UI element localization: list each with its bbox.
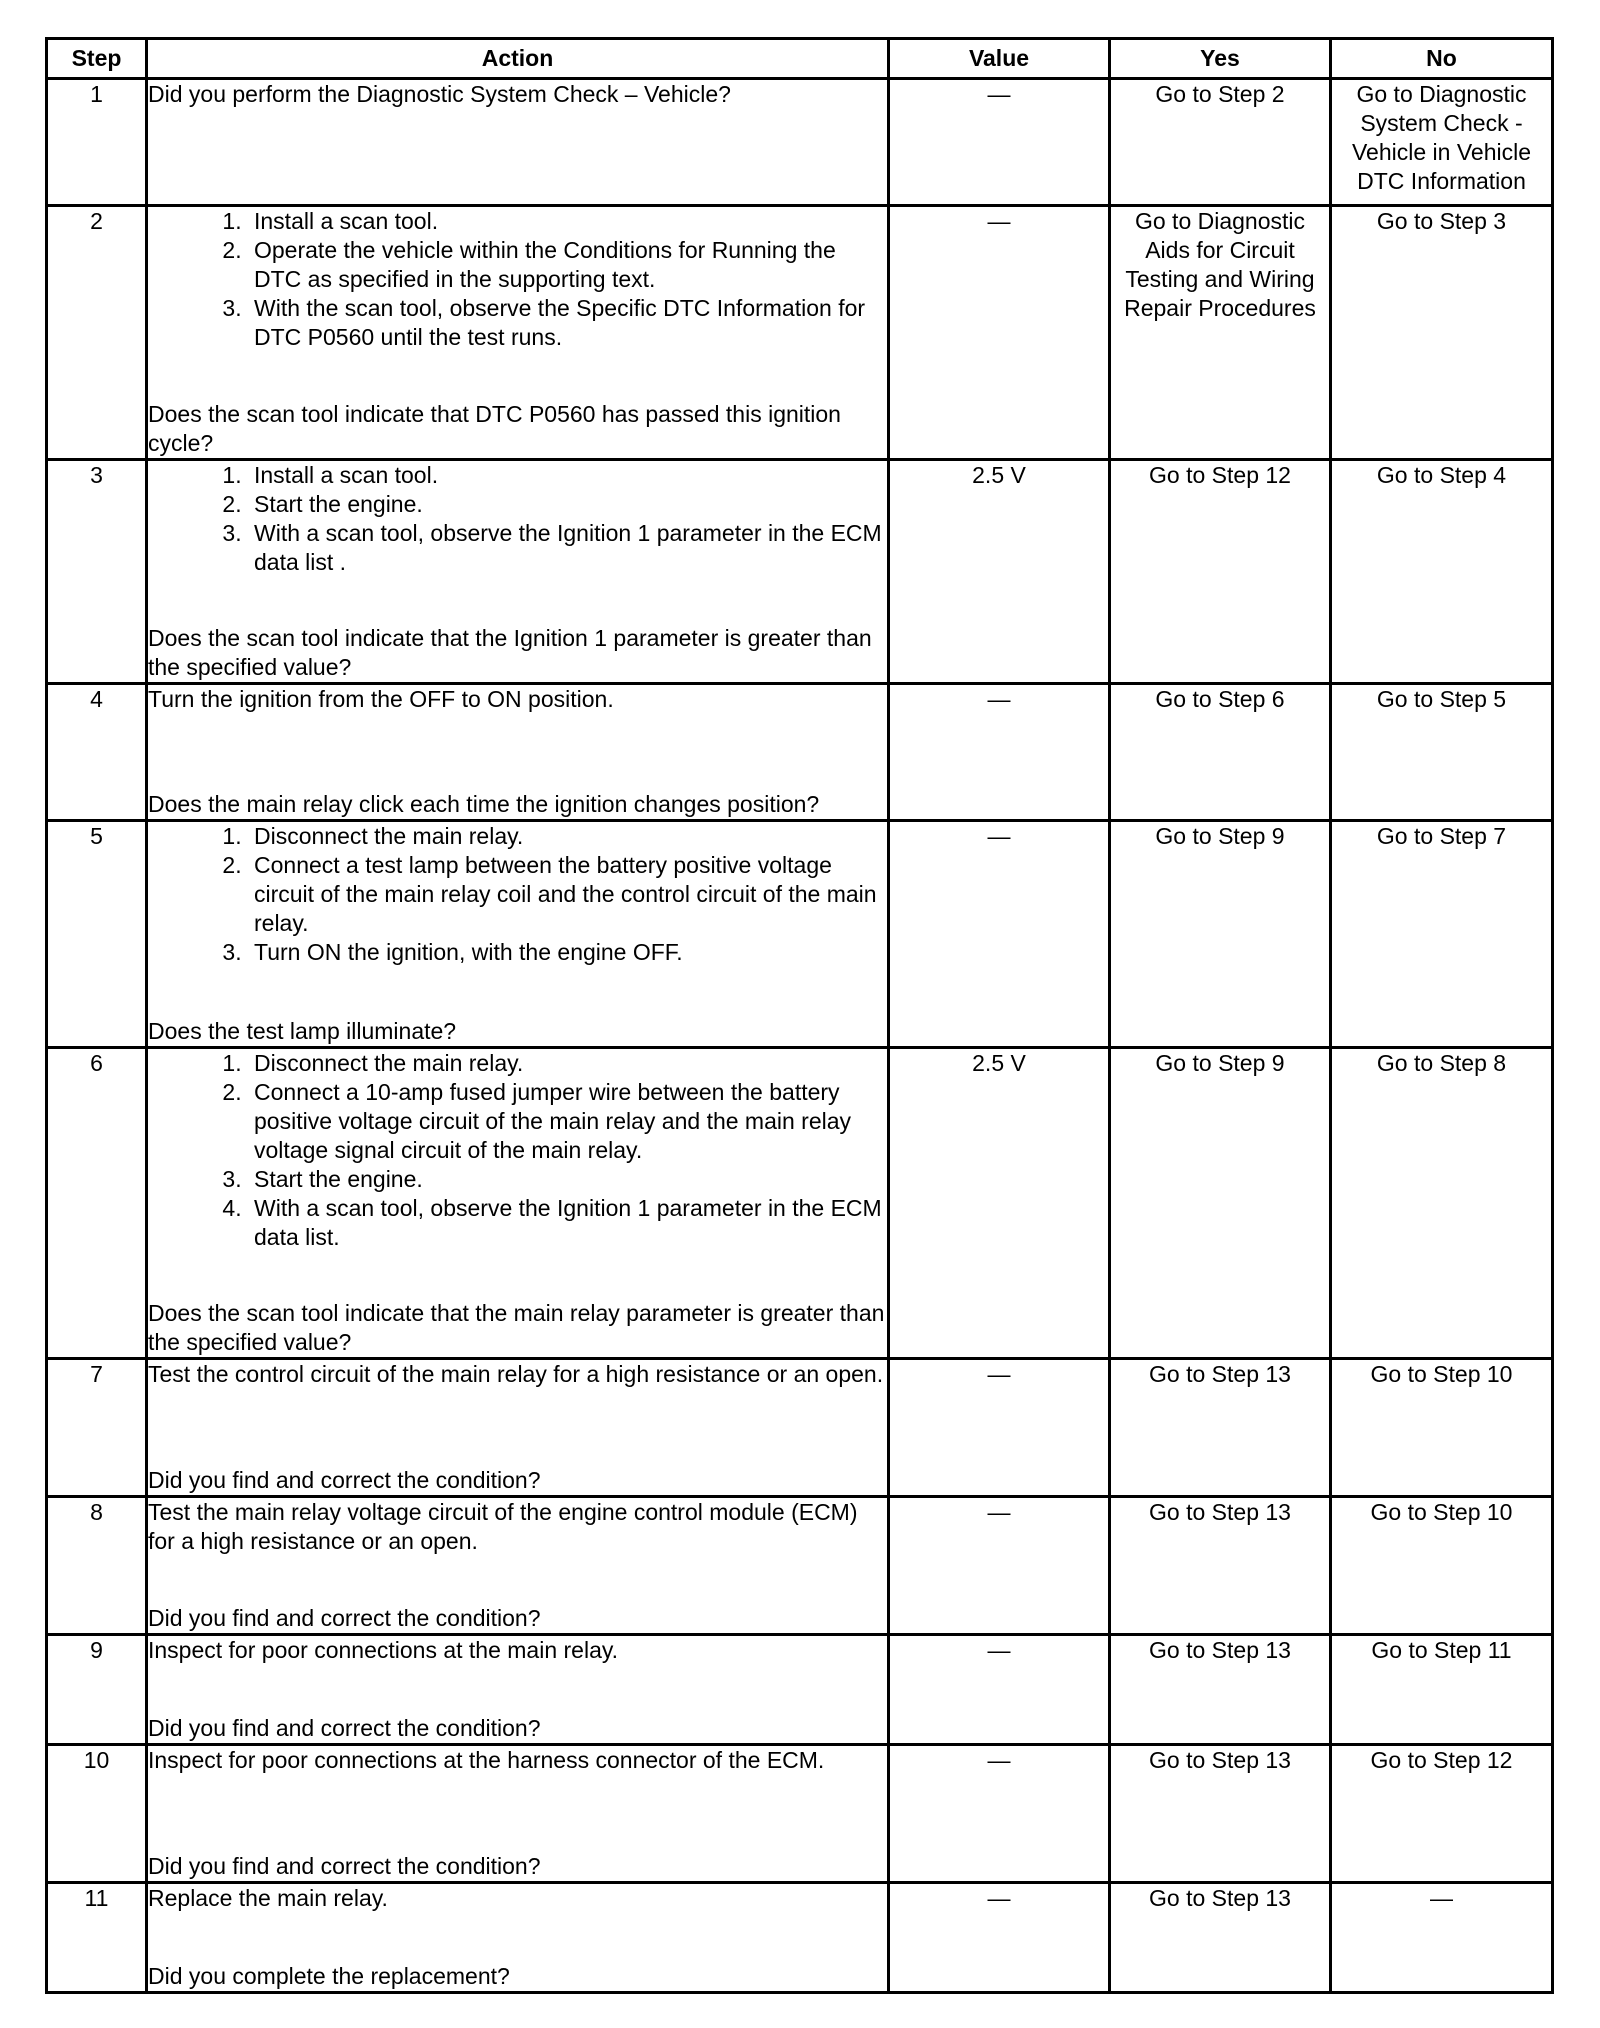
- action-step: 1. Install a scan tool.: [248, 207, 887, 236]
- action-step: 2. Start the engine.: [248, 490, 887, 519]
- yes-result: Go to Step 12: [1149, 462, 1291, 488]
- action-question: Did you find and correct the condition?: [148, 1715, 541, 1741]
- header-step: Step: [47, 39, 147, 79]
- table-row: [47, 1048, 1553, 1359]
- header-yes: Yes: [1110, 39, 1331, 79]
- no-result: —: [1430, 1885, 1453, 1911]
- step-number: 2: [47, 206, 147, 460]
- step-number: 4: [47, 684, 147, 821]
- value-cell: —: [889, 1883, 1110, 1993]
- action-instruction: Inspect for poor connections at the main relay.: [148, 1637, 619, 1663]
- action-question: Does the scan tool indicate that DTC P0560 has passed this ignition cycle?: [148, 401, 841, 456]
- action-cell: [147, 1883, 889, 1993]
- step-number: 10: [47, 1745, 147, 1883]
- value-cell: —: [889, 79, 1110, 206]
- action-cell: [147, 79, 889, 206]
- no-result: Go to Step 4: [1376, 462, 1507, 488]
- action-question: Did you find and correct the condition?: [148, 1467, 541, 1493]
- yes-cell: [1110, 684, 1331, 821]
- no-cell: [1331, 1883, 1553, 1993]
- yes-result: Go to Step 13: [1149, 1885, 1291, 1911]
- action-step: 2. Operate the vehicle within the Conditions for Running the DTC as specified in the supporting text.: [248, 236, 887, 294]
- action-question: Does the main relay click each time the ignition changes position?: [148, 791, 820, 817]
- header-row: [47, 39, 1553, 79]
- table-row: [47, 821, 1553, 1048]
- action-cell: [147, 1497, 889, 1635]
- action-question: Did you complete the replacement?: [148, 1963, 510, 1989]
- action-instruction: Replace the main relay.: [148, 1885, 388, 1911]
- action-cell: [147, 1048, 889, 1359]
- step-number: 6: [47, 1048, 147, 1359]
- action-instruction: Test the control circuit of the main relay for a high resistance or an open.: [148, 1361, 884, 1387]
- yes-result: Go to Diagnostic Aids for Circuit Testing and Wiring Repair Procedures: [1124, 208, 1316, 321]
- no-cell: [1331, 1745, 1553, 1883]
- value-cell: —: [889, 1497, 1110, 1635]
- action-cell: [147, 1635, 889, 1745]
- no-cell: [1331, 206, 1553, 460]
- action-question: Did you find and correct the condition?: [148, 1605, 541, 1631]
- no-result: Go to Step 11: [1371, 1637, 1512, 1663]
- yes-result: Go to Step 6: [1155, 686, 1285, 712]
- action-step: 2. Connect a 10-amp fused jumper wire between the battery positive voltage circuit of the main relay and the main relay voltage signal circuit of the main relay.: [248, 1078, 887, 1165]
- value-cell: —: [889, 821, 1110, 1048]
- action-step: 1. Install a scan tool.: [248, 461, 887, 490]
- header-value: Value: [889, 39, 1110, 79]
- action-cell: [147, 1359, 889, 1497]
- action-steps-list: [148, 1049, 887, 1252]
- header-action: Action: [147, 39, 889, 79]
- yes-cell: [1110, 821, 1331, 1048]
- value-cell: —: [889, 1635, 1110, 1745]
- no-cell: [1331, 821, 1553, 1048]
- action-step: 3. Start the engine.: [248, 1165, 887, 1194]
- action-step: 2. Connect a test lamp between the battery positive voltage circuit of the main relay coil and the control circuit of the main relay.: [248, 851, 887, 938]
- value-cell: 2.5 V: [889, 460, 1110, 684]
- value-cell: 2.5 V: [889, 1048, 1110, 1359]
- action-step: 4. With a scan tool, observe the Ignition 1 parameter in the ECM data list.: [248, 1194, 887, 1252]
- no-result: Go to Step 8: [1376, 1050, 1507, 1076]
- no-cell: [1331, 460, 1553, 684]
- no-result: Go to Step 10: [1370, 1361, 1513, 1387]
- action-cell: [147, 206, 889, 460]
- no-cell: [1331, 79, 1553, 206]
- table-row: [47, 1497, 1553, 1635]
- action-step: 3. With the scan tool, observe the Specific DTC Information for DTC P0560 until the test runs.: [248, 294, 887, 352]
- yes-result: Go to Step 2: [1155, 81, 1285, 107]
- no-result: Go to Step 12: [1370, 1747, 1513, 1773]
- action-cell: [147, 684, 889, 821]
- yes-result: Go to Step 9: [1155, 1050, 1285, 1076]
- yes-result: Go to Step 13: [1149, 1499, 1291, 1525]
- action-question: Does the scan tool indicate that the main relay parameter is greater than the specified value?: [148, 1300, 885, 1355]
- action-step: 1. Disconnect the main relay.: [248, 822, 887, 851]
- table-row: [47, 1635, 1553, 1745]
- yes-cell: [1110, 1745, 1331, 1883]
- action-steps-list: [148, 461, 887, 577]
- action-steps-list: [148, 207, 887, 352]
- value-cell: —: [889, 206, 1110, 460]
- action-step: 3. Turn ON the ignition, with the engine OFF.: [248, 938, 887, 967]
- action-instruction: Inspect for poor connections at the harness connector of the ECM.: [148, 1747, 825, 1773]
- yes-cell: [1110, 1883, 1331, 1993]
- yes-cell: [1110, 79, 1331, 206]
- table-row: [47, 684, 1553, 821]
- action-instruction: Did you perform the Diagnostic System Check – Vehicle?: [148, 81, 731, 107]
- yes-cell: [1110, 1359, 1331, 1497]
- yes-result: Go to Step 13: [1149, 1747, 1291, 1773]
- no-result: Go to Step 5: [1376, 686, 1507, 712]
- no-result: Go to Diagnostic System Check - Vehicle in Vehicle DTC Information: [1351, 81, 1531, 194]
- step-number: 8: [47, 1497, 147, 1635]
- table-row: [47, 1883, 1553, 1993]
- action-instruction: Turn the ignition from the OFF to ON position.: [148, 686, 614, 712]
- no-cell: [1331, 1048, 1553, 1359]
- no-cell: [1331, 684, 1553, 821]
- yes-result: Go to Step 13: [1149, 1637, 1291, 1663]
- no-cell: [1331, 1635, 1553, 1745]
- header-no: No: [1331, 39, 1553, 79]
- diagnostic-table: [45, 37, 1554, 1994]
- step-number: 11: [47, 1883, 147, 1993]
- yes-cell: [1110, 1497, 1331, 1635]
- action-cell: [147, 821, 889, 1048]
- table-row: [47, 1359, 1553, 1497]
- value-cell: —: [889, 684, 1110, 821]
- value-cell: —: [889, 1745, 1110, 1883]
- table-row: [47, 460, 1553, 684]
- yes-result: Go to Step 13: [1149, 1361, 1291, 1387]
- no-cell: [1331, 1359, 1553, 1497]
- step-number: 9: [47, 1635, 147, 1745]
- step-number: 5: [47, 821, 147, 1048]
- table-row: [47, 206, 1553, 460]
- yes-cell: [1110, 1635, 1331, 1745]
- action-steps-list: [148, 822, 887, 967]
- action-question: Does the scan tool indicate that the Ignition 1 parameter is greater than the specified value?: [148, 625, 872, 680]
- action-step: 1. Disconnect the main relay.: [248, 1049, 887, 1078]
- yes-result: Go to Step 9: [1155, 823, 1285, 849]
- table-row: [47, 79, 1553, 206]
- value-cell: —: [889, 1359, 1110, 1497]
- no-result: Go to Step 7: [1376, 823, 1507, 849]
- action-cell: [147, 460, 889, 684]
- yes-cell: [1110, 206, 1331, 460]
- action-cell: [147, 1745, 889, 1883]
- table-row: [47, 1745, 1553, 1883]
- yes-cell: [1110, 1048, 1331, 1359]
- step-number: 7: [47, 1359, 147, 1497]
- action-question: Does the test lamp illuminate?: [148, 1018, 457, 1044]
- step-number: 1: [47, 79, 147, 206]
- yes-cell: [1110, 460, 1331, 684]
- action-instruction: Test the main relay voltage circuit of the engine control module (ECM) for a high resistance or an open.: [148, 1499, 858, 1554]
- no-result: Go to Step 10: [1370, 1499, 1513, 1525]
- no-result: Go to Step 3: [1376, 208, 1507, 234]
- step-number: 3: [47, 460, 147, 684]
- no-cell: [1331, 1497, 1553, 1635]
- action-question: Did you find and correct the condition?: [148, 1853, 541, 1879]
- action-step: 3. With a scan tool, observe the Ignition 1 parameter in the ECM data list .: [248, 519, 887, 577]
